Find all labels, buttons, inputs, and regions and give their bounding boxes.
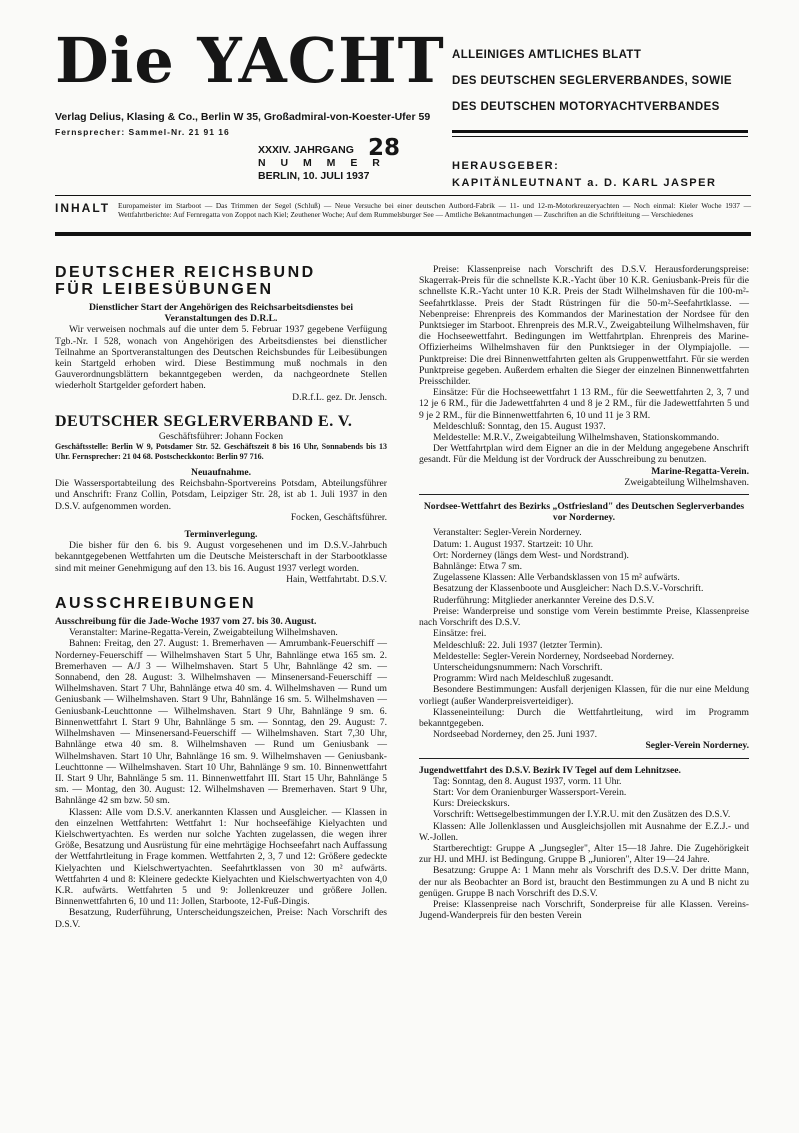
nordsee-nummern: Unterscheidungsnummern: Nach Vorschrift. xyxy=(433,661,603,673)
neuaufnahme-text: Die Wassersportabteilung des Reichsbahn-Sportvereins Potsdam, Abteilungsführer und Anschrift: Franz Collin, Potsdam, Leipziger Str. 28, ist ab 1. Juli 1937 in den D.S.V. aufgenommen worden. xyxy=(55,478,387,512)
masthead-rule-thin xyxy=(452,136,748,137)
jade-besatzung: Besatzung, Ruderführung, Unterscheidungszeichen, Preise: Nach Vorschrift des D.S.V. xyxy=(55,907,387,930)
jugend-preise: Preise: Klassenpreise nach Vorschrift, Sonderpreise für alle Klassen. Vereins-Jugend-Wanderpreis für den besten Verein xyxy=(419,898,749,922)
neuaufnahme-heading: Neuaufnahme. xyxy=(191,467,251,479)
nordsee-ruderfuehrung: Ruderführung: Mitglieder anerkannter Vereine des D.S.V. xyxy=(433,594,655,606)
jade-einsaetze: Einsätze: Für die Hochseewettfahrt 1 13 RM., für die Seewettfahrten 2, 3, 7 und 12 je 6 RM., für die Jadewettfahrten 4 und 8 je 2 RM., für die Jadewettfahrten 5 und 9 je 2 RM., für die Binnenwettfahrten 6, 10 und 11 je 3 RM. xyxy=(419,387,749,421)
terminverlegung-signature: Hain, Wettfahrtabt. D.S.V. xyxy=(286,573,387,585)
jugend-startberechtigt: Startberechtigt: Gruppe A „Jungsegler", Alter 15—18 Jahre. Die Zugehörigkeit zur HJ. und MHJ. ist Bedingung. Gruppe B „Junioren", Alter 19—24 Jahre. xyxy=(419,842,749,866)
nordsee-datum: Datum: 1. August 1937. Startzeit: 10 Uhr. xyxy=(433,538,594,550)
reichsbund-subheading: Dienstlicher Start der Angehörigen des Reichsarbeitsdienstes bei Veranstaltungen des D.R.L. xyxy=(89,302,353,325)
nordsee-besatzung: Besatzung der Klassenboote und Ausgleicher: Nach D.S.V.-Vorschrift. xyxy=(433,583,704,595)
nordsee-bahnlaenge: Bahnlänge: Etwa 7 sm. xyxy=(433,561,522,573)
jugend-heading: Jugendwettfahrt des D.S.V. Bezirk IV Tegel auf dem Lehnitzsee. xyxy=(419,764,681,776)
toc-top-rule xyxy=(55,195,751,196)
nordsee-signature: Segler-Verein Norderney. xyxy=(645,740,749,752)
editor-block xyxy=(452,158,716,192)
jade-bahnen: Bahnen: Freitag, den 27. August: 1. Bremerhaven — Amrumbank-Feuerschiff — Norderney-Feuerschiff — Wilhelmshaven Start 5 Uhr, Bahnlänge etwa 165 sm. 2. Bremerhaven — A/J 3 — Wilhelmshaven. Start 5 Uhr, Bahnlänge 42 sm. — Sonnabend, den 28. August: 3. Wilhelmshaven — Minsenersand-Feuerschiff — Wilhelmshaven. Start 7 Uhr, Bahnlänge etwa 40 sm. 4. Wilhelmshaven — Rund um Geniusbank — Wilhelmshaven. Start 9 Uhr, Bahnlänge 16 sm. 5. Wilhelmshaven — Geniusbank-Leuchttonne — Wilhelmshaven. Start 9 Uhr, Bahnlänge 9 sm. 6. Binnenwettfahrt I. Start 9 Uhr, Bahnlänge 5 sm. — Sonntag, den 29. August: 7. Wilhelmshaven — Minsenersand-Feuerschiff — Wilhelmshaven. Start 7,30 Uhr, Bahnlänge etwa 40 sm. 8. Wilhelmshaven — Rund um Geniusbank — Wilhelmshaven. Start 10 Uhr, Bahnlänge 16 sm. 9. Wilhelmshaven — Geniusbank-Leuchttonne — Wilhelmshaven. Start 10 Uhr, Bahnlänge 9 sm. 10. Binnenwettfahrt II. Start 9 Uhr, Bahnlänge 5 sm. 11. Binnenwettfahrt III. Start 15 Uhr, Bahnlänge 5 sm. — Montag, den 30. August: 12. Wilhelmshaven — Bremerhaven. Start 9 Uhr, Bahnlänge 42 sm bzw. 50 sm. xyxy=(55,638,387,807)
nordsee-veranstalter: Veranstalter: Segler-Verein Norderney. xyxy=(433,527,582,539)
masthead-rule-thick xyxy=(452,130,748,133)
publisher-line: Verlag Delius, Klasing & Co., Berlin W 35, Großadmiral-von-Koester-Ufer 59 xyxy=(55,111,431,123)
jugend-start: Start: Vor dem Oranienburger Wassersport-Verein. xyxy=(433,786,627,798)
nordsee-meldeschluss: Meldeschluß: 22. Juli 1937 (letzter Termin). xyxy=(433,639,603,651)
jugend-besatzung: Besatzung: Gruppe A: 1 Mann mehr als Vorschrift des D.S.V. Der dritte Mann, der nur als Beobachter an Bord ist, braucht den Bestimmungen zu A und B nicht zu genügen. Gruppe B nach Vorschrift des D.S.V. xyxy=(419,865,749,899)
nordsee-programm: Programm: Wird nach Meldeschluß zugesandt. xyxy=(433,673,614,685)
nordsee-einteilung: Klasseneinteilung: Durch die Wettfahrtleitung, wird im Programm bekanntgegeben. xyxy=(419,706,749,729)
reichsbund-text: Wir verweisen nochmals auf die unter dem 5. Februar 1937 gegebene Verfügung Tgb.-Nr. I 528, wonach von Angehörigen des Arbeitsdienstes bei dienstlicher Teilnahme an Sportveranstaltungen des Deutschen Reichsbundes für Leibesübungen kein Startgeld erhoben wird. Diese Bestimmung muß nochmals in den Gauverordnungsblättern bekanntgegeben werden, da nachgeordnete Stellen wiederholt Startgelder gefordert haben. xyxy=(55,324,387,392)
nordsee-bestimmungen: Besondere Bestimmungen: Ausfall derjenigen Klassen, für die nur eine Meldung vorliegt (außer Wanderpreisverteidiger). xyxy=(419,684,749,707)
nordsee-klassen: Zugelassene Klassen: Alle Verbandsklassen von 15 m² aufwärts. xyxy=(433,572,680,584)
nordsee-date: Nordseebad Norderney, den 25. Juni 1937. xyxy=(433,729,598,741)
nordsee-preise: Preise: Wanderpreise und sonstige vom Verein bestimmte Preise, Klassenpreise nach Vorschrift des D.S.V. xyxy=(419,605,749,629)
toc-text: Europameister im Starboot — Das Trimmen der Segel (Schluß) — Neue Versuche bei einer deutschen Autbord-Fabrik — 11- und 12-m-Motorkreuzeryachten — Noch einmal: Kieler Woche 1937 — Wettfahrtberichte: Auf Fernregatta von Zoppot nach Kiel; Zeuthener Woche; Auf dem Rummelsburger See — Amtliche Bekanntmachungen — Zuschriften an die Schriftleitung — Verschiedenes xyxy=(118,201,751,219)
nordsee-ort: Ort: Norderney (längs dem West- und Nordstrand). xyxy=(433,549,629,561)
editor-name: KAPITÄNLEUTNANT a. D. KARL JASPER xyxy=(452,177,717,189)
jade-klassen: Klassen: Alle vom D.S.V. anerkannten Klassen und Ausgleicher. — Klassen in den einzelnen Wettfahrten: Wettfahrt 1: Nur hochseefähige Kielyachten und Kielschwertyachten. Es werden nur solche Yachten zugelassen, die wegen ihrer Größe, Besatzung und Ausrüstung für eine mehrtägige Hochseefahrt nach Auffassung der Wettfahrtleitung in Frage kommen. Wettfahrten 2, 3, 7 und 12: Größere gedeckte Kielyachten und Kielschwertyachten. Seefahrtklassen von 30 m² aufwärts. Wettfahrten 4 und 8: Kleinere gedeckte Kielyachten und Kielschwertyachten von 4,0 K.R. aufwärts. Wettfahrten 5 und 9: Jollenkreuzer und größere Jollen. Binnenwettfahrten 6, 10 und 11: Jollen, Starboote, 12-Fuß-Dingis. xyxy=(55,806,387,908)
toc-bottom-rule xyxy=(55,232,751,236)
masthead-title: Die YACHT xyxy=(55,24,445,97)
nordsee-einsaetze: Einsätze: frei. xyxy=(433,628,487,640)
dsv-manager: Geschäftsführer: Johann Focken xyxy=(158,430,284,442)
jade-meldeschluss: Meldeschluß: Sonntag, den 15. August 1937. xyxy=(433,420,606,432)
official-line-3: DES DEUTSCHEN MOTORYACHTVERBANDES xyxy=(452,101,720,113)
toc-label: INHALT xyxy=(55,201,111,215)
issue-number: 28 xyxy=(368,135,401,161)
right-column xyxy=(419,264,749,921)
left-column xyxy=(55,264,387,930)
jade-heading: Ausschreibung für die Jade-Woche 1937 vom 27. bis 30. August. xyxy=(55,616,317,628)
reichsbund-heading-1: DEUTSCHER REICHSBUND xyxy=(55,264,316,281)
official-line-2: DES DEUTSCHEN SEGLERVERBANDES, SOWIE xyxy=(452,75,733,87)
issue-info xyxy=(258,135,401,183)
jade-preise: Preise: Klassenpreise nach Vorschrift des D.S.V. Herausforderungspreise: Skagerrak-Preis für die schnellste K.R.-Yacht über 10 K.R. Geniusbank-Preis für die schnellste K.R.-Yacht unter 10 K.R. Preis der Stadt Wilhelmshaven für die 100-m²-Seefahrtklasse. Preis der Stadt Rüstringen für die 50-m²-Seefahrtklasse. — Nebenpreise: Ehrenpreis des Kommandos der Marinestation der Nordsee für den Punktsieger im Starboot. Ehrenpreis des M.R.V., Zweigabteilung Wilhelmshaven, für die Hochseewettfahrt. Bedingungen im Wettfahrtplan. Ehrenpreis des Marine-Offizierheims Wilhelmshaven für den Punktsieger in der Olympiajolle. — Punktpreise: Die drei Binnenwettfahrten gelten als Gruppenwettfahrt. Für sie werden Punktpreise gegeben. Außerdem erhalten die Sieger der einzelnen Binnenwettfahrten Preisschilder. xyxy=(419,264,749,388)
jugend-tag: Tag: Sonntag, den 8. August 1937, vorm. 11 Uhr. xyxy=(433,775,622,787)
official-line-1: ALLEINIGES AMTLICHES BLATT xyxy=(452,49,642,61)
nordsee-meldestelle: Meldestelle: Segler-Verein Norderney, Nordseebad Norderney. xyxy=(433,650,674,662)
neuaufnahme-signature: Focken, Geschäftsführer. xyxy=(290,511,387,523)
jade-meldestelle: Meldestelle: M.R.V., Zweigabteilung Wilhelmshaven, Stationskommando. xyxy=(433,432,719,444)
official-statement xyxy=(452,42,732,120)
issue-date: BERLIN, 10. JULI 1937 xyxy=(258,170,370,182)
nordsee-heading: Nordsee-Wettfahrt des Bezirks „Ostfriesland" des Deutschen Seglerverbandes vor Norderney. xyxy=(423,501,745,524)
section-divider xyxy=(419,494,749,495)
dsv-heading: DEUTSCHER SEGLERVERBAND E. V. xyxy=(55,412,353,430)
terminverlegung-heading: Terminverlegung. xyxy=(184,529,258,541)
jugend-klassen: Klassen: Alle Jollenklassen und Ausgleichsjollen mit Ausnahme der E.Z.J.- und W.-Jollen. xyxy=(419,820,749,843)
section-divider-2 xyxy=(419,758,749,759)
jade-signature: Marine-Regatta-Verein. xyxy=(651,465,749,477)
dsv-address: Geschäftsstelle: Berlin W 9, Potsdamer Str. 52. Geschäftszeit 8 bis 16 Uhr, Sonnabends bis 13 Uhr. Fernsprecher: 21 04 68. Postscheckkonto: Berlin 97 716. xyxy=(55,442,387,461)
editor-label: HERAUSGEBER: xyxy=(452,160,560,172)
ausschreibungen-heading: AUSSCHREIBUNGEN xyxy=(55,595,257,613)
jugend-kurs: Kurs: Dreieckskurs. xyxy=(433,798,510,810)
volume: XXXIV. JAHRGANG xyxy=(258,144,354,156)
reichsbund-heading-2: FÜR LEIBESÜBUNGEN xyxy=(55,281,274,298)
reichsbund-signature: D.R.f.L. gez. Dr. Jensch. xyxy=(292,391,387,403)
jade-wettfahrtplan: Der Wettfahrtplan wird dem Eigner an die in der Meldung angegebene Anschrift gesandt. Für die Meldung ist der Vordruck der Ausschreibung zu benutzen. xyxy=(419,443,749,466)
phone-line: Fernsprecher: Sammel-Nr. 21 91 16 xyxy=(55,127,230,137)
nummer-label: N U M M E R xyxy=(258,157,386,169)
jugend-vorschrift: Vorschrift: Wettsegelbestimmungen der I.Y.R.U. mit den Zusätzen des D.S.V. xyxy=(433,809,731,821)
terminverlegung-text: Die bisher für den 6. bis 9. August vorgesehenen und im D.S.V.-Jahrbuch bekanntgegebenen Wettfahrten um die Deutsche Meisterschaft in der Starbootklasse sind mit meiner Genehmigung auf den 13. bis 16. August 1937 verlegt worden. xyxy=(55,540,387,574)
jade-veranstalter: Veranstalter: Marine-Regatta-Verein, Zweigabteilung Wilhelmshaven. xyxy=(69,627,338,639)
jade-signature-sub: Zweigabteilung Wilhelmshaven. xyxy=(624,476,749,488)
